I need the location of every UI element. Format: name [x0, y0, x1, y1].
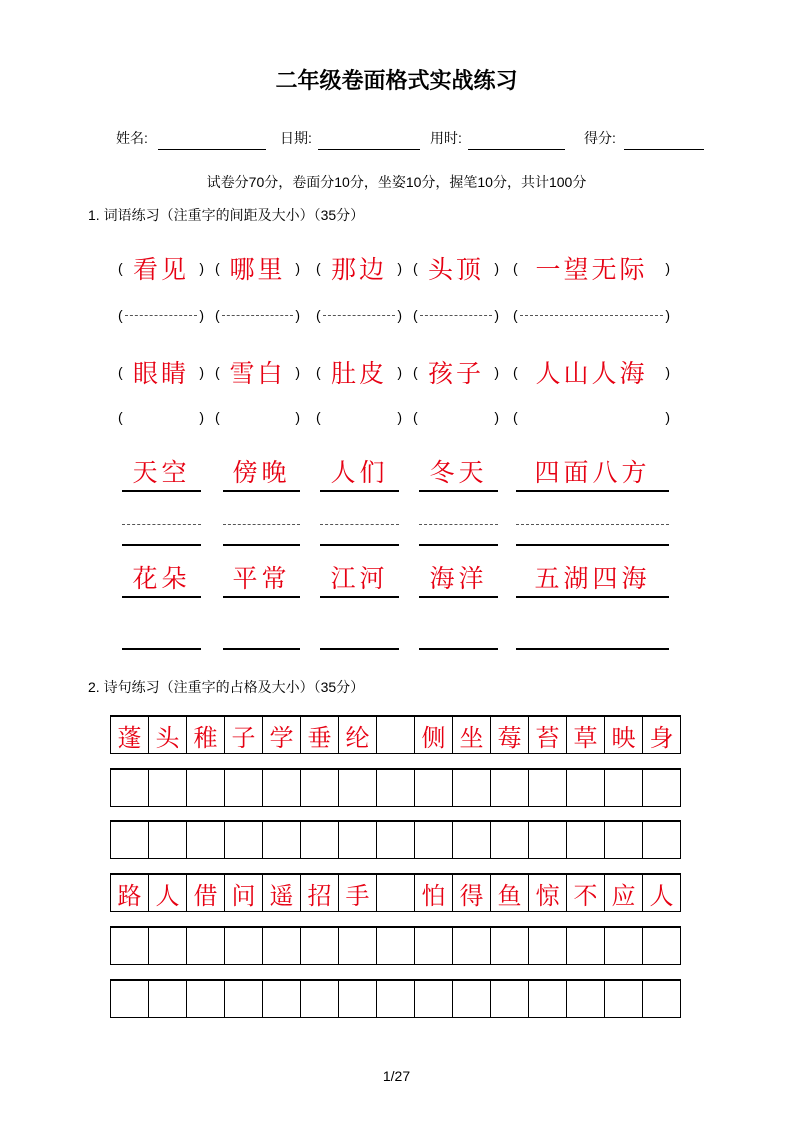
- close-paren: ): [397, 260, 402, 276]
- writing-cell[interactable]: [225, 769, 263, 807]
- paren-word-group: [413, 250, 499, 286]
- paren-word-group: [215, 354, 300, 390]
- answer-line[interactable]: [516, 648, 669, 650]
- poem-char-cell: 怕: [415, 874, 453, 912]
- writing-cell[interactable]: [567, 927, 605, 965]
- underlined-word: 海洋: [419, 562, 498, 598]
- writing-cell[interactable]: [415, 980, 453, 1018]
- answer-paren-blank[interactable]: [215, 402, 300, 432]
- answer-line[interactable]: [223, 648, 300, 650]
- underlined-word: 平常: [223, 562, 300, 598]
- close-paren: ): [295, 307, 300, 323]
- open-paren: (: [215, 409, 220, 425]
- writing-cell[interactable]: [263, 821, 301, 859]
- section2-heading: 2. 诗句练习（注重字的占格及大小）（35分）: [88, 679, 365, 695]
- poem-char-cell: 不: [567, 874, 605, 912]
- writing-cell[interactable]: [301, 980, 339, 1018]
- tianzige-row: [110, 768, 681, 807]
- poem-char-cell: 得: [453, 874, 491, 912]
- poem-char-cell: 人: [643, 874, 681, 912]
- writing-cell[interactable]: [263, 769, 301, 807]
- poem-char-cell: 问: [225, 874, 263, 912]
- close-paren: ): [665, 260, 670, 276]
- poem-char-cell: 人: [149, 874, 187, 912]
- score-breakdown: 试卷分70分，卷面分10分，坐姿10分，握笔10分，共计100分: [206, 174, 587, 190]
- poem-char-cell: 路: [111, 874, 149, 912]
- dashed-guide: [520, 315, 664, 316]
- poem-char-cell: 头: [149, 716, 187, 754]
- poem-char-cell: 鱼: [491, 874, 529, 912]
- close-paren: ): [665, 307, 670, 323]
- writing-cell[interactable]: [605, 821, 643, 859]
- answer-line[interactable]: [122, 648, 201, 650]
- close-paren: ): [397, 409, 402, 425]
- time-label: 用时:: [430, 130, 462, 146]
- open-paren: (: [413, 364, 418, 380]
- writing-cell[interactable]: [491, 769, 529, 807]
- date-field[interactable]: [318, 149, 420, 150]
- writing-cell[interactable]: [301, 769, 339, 807]
- close-paren: ): [295, 364, 300, 380]
- underlined-word: 江河: [320, 562, 399, 598]
- writing-cell[interactable]: [529, 927, 567, 965]
- poem-char-cell: 子: [225, 716, 263, 754]
- writing-cell[interactable]: [453, 769, 491, 807]
- paren-word-group: [215, 250, 300, 286]
- open-paren: (: [316, 307, 321, 323]
- underlined-word: 五湖四海: [516, 562, 669, 598]
- poem-char-cell: [377, 716, 415, 754]
- writing-cell[interactable]: [111, 927, 149, 965]
- paren-word-group: [118, 250, 204, 286]
- dashed-guide-line: [320, 524, 399, 525]
- dashed-guide: [323, 315, 396, 316]
- poem-char-cell: 遥: [263, 874, 301, 912]
- writing-cell[interactable]: [415, 821, 453, 859]
- writing-cell[interactable]: [529, 980, 567, 1018]
- close-paren: ): [665, 409, 670, 425]
- close-paren: ): [397, 307, 402, 323]
- open-paren: (: [118, 307, 123, 323]
- writing-cell[interactable]: [415, 769, 453, 807]
- word-9: 人山人海: [535, 359, 648, 388]
- writing-cell[interactable]: [453, 980, 491, 1018]
- writing-cell[interactable]: [377, 980, 415, 1018]
- word-1: 哪里: [229, 255, 286, 284]
- open-paren: (: [316, 364, 321, 380]
- paren-word-group: [513, 354, 670, 390]
- underlined-word: 冬天: [419, 456, 498, 492]
- open-paren: (: [118, 409, 123, 425]
- writing-cell[interactable]: [605, 980, 643, 1018]
- poem-char-cell: 学: [263, 716, 301, 754]
- dashed-guide-line: [419, 524, 498, 525]
- name-field[interactable]: [158, 149, 266, 150]
- word-5: 眼睛: [132, 359, 189, 388]
- open-paren: (: [215, 364, 220, 380]
- answer-paren-blank[interactable]: [316, 300, 402, 330]
- underlined-word: 天空: [122, 456, 201, 492]
- score-field[interactable]: [624, 149, 704, 150]
- paren-word-group: [316, 354, 402, 390]
- writing-cell[interactable]: [567, 769, 605, 807]
- close-paren: ): [199, 260, 204, 276]
- dashed-guide-line: [122, 524, 201, 525]
- writing-cell[interactable]: [605, 927, 643, 965]
- open-paren: (: [513, 307, 518, 323]
- answer-line[interactable]: [419, 544, 498, 546]
- close-paren: ): [494, 307, 499, 323]
- word-7: 肚皮: [330, 359, 387, 388]
- tianzige-row: [110, 820, 681, 859]
- tianzige-row: [110, 715, 681, 754]
- writing-cell[interactable]: [453, 927, 491, 965]
- paren-word-group: [316, 250, 402, 286]
- writing-cell[interactable]: [491, 927, 529, 965]
- writing-cell[interactable]: [187, 769, 225, 807]
- answer-line[interactable]: [419, 648, 498, 650]
- paren-word-group: [413, 354, 499, 390]
- close-paren: ): [295, 260, 300, 276]
- dashed-guide: [222, 315, 294, 316]
- poem-char-cell: 莓: [491, 716, 529, 754]
- open-paren: (: [316, 260, 321, 276]
- writing-cell[interactable]: [111, 980, 149, 1018]
- word-4: 一望无际: [535, 255, 648, 284]
- underlined-word: 四面八方: [516, 456, 669, 492]
- poem-char-cell: 招: [301, 874, 339, 912]
- page-title: 二年级卷面格式实战练习: [275, 68, 518, 93]
- tianzige-row: [110, 979, 681, 1018]
- writing-cell[interactable]: [149, 821, 187, 859]
- tianzige-row: [110, 926, 681, 965]
- open-paren: (: [316, 409, 321, 425]
- close-paren: ): [494, 364, 499, 380]
- section1-heading: 1. 词语练习（注重字的间距及大小）（35分）: [88, 207, 365, 223]
- underlined-word: 傍晚: [223, 456, 300, 492]
- writing-cell[interactable]: [301, 927, 339, 965]
- poem-char-cell: 坐: [453, 716, 491, 754]
- writing-cell[interactable]: [225, 980, 263, 1018]
- close-paren: ): [199, 364, 204, 380]
- close-paren: ): [295, 409, 300, 425]
- close-paren: ): [494, 409, 499, 425]
- open-paren: (: [513, 364, 518, 380]
- writing-cell[interactable]: [339, 821, 377, 859]
- writing-cell[interactable]: [111, 769, 149, 807]
- close-paren: ): [199, 409, 204, 425]
- writing-cell[interactable]: [377, 769, 415, 807]
- writing-cell[interactable]: [149, 927, 187, 965]
- writing-cell[interactable]: [491, 980, 529, 1018]
- open-paren: (: [215, 307, 220, 323]
- poem-char-cell: 垂: [301, 716, 339, 754]
- writing-cell[interactable]: [149, 980, 187, 1018]
- writing-cell[interactable]: [643, 927, 681, 965]
- poem-char-cell: 应: [605, 874, 643, 912]
- answer-paren-blank[interactable]: [118, 402, 204, 432]
- page-number: 1/27: [382, 1068, 411, 1084]
- word-3: 头顶: [427, 255, 484, 284]
- answer-line[interactable]: [223, 544, 300, 546]
- open-paren: (: [513, 409, 518, 425]
- writing-cell[interactable]: [377, 821, 415, 859]
- close-paren: ): [199, 307, 204, 323]
- poem-char-cell: 蓬: [111, 716, 149, 754]
- open-paren: (: [513, 260, 518, 276]
- writing-cell[interactable]: [225, 927, 263, 965]
- writing-cell[interactable]: [263, 980, 301, 1018]
- dashed-guide: [420, 315, 493, 316]
- writing-cell[interactable]: [605, 769, 643, 807]
- open-paren: (: [215, 260, 220, 276]
- answer-paren-blank[interactable]: [513, 300, 670, 330]
- dashed-guide-line: [223, 524, 300, 525]
- close-paren: ): [665, 364, 670, 380]
- answer-line[interactable]: [320, 648, 399, 650]
- writing-cell[interactable]: [491, 821, 529, 859]
- word-2: 那边: [330, 255, 387, 284]
- open-paren: (: [118, 364, 123, 380]
- answer-paren-blank[interactable]: [316, 402, 402, 432]
- writing-cell[interactable]: [339, 927, 377, 965]
- word-8: 孩子: [427, 359, 484, 388]
- answer-paren-blank[interactable]: [215, 300, 300, 330]
- writing-cell[interactable]: [301, 821, 339, 859]
- word-6: 雪白: [229, 359, 286, 388]
- writing-cell[interactable]: [263, 927, 301, 965]
- dashed-guide: [125, 315, 198, 316]
- writing-cell[interactable]: [643, 980, 681, 1018]
- poem-char-cell: 侧: [415, 716, 453, 754]
- poem-char-cell: 草: [567, 716, 605, 754]
- writing-cell[interactable]: [339, 980, 377, 1018]
- writing-cell[interactable]: [453, 821, 491, 859]
- writing-cell[interactable]: [643, 769, 681, 807]
- answer-paren-blank[interactable]: [413, 300, 499, 330]
- underlined-word: 花朵: [122, 562, 201, 598]
- date-label: 日期:: [280, 130, 312, 146]
- dashed-guide-line: [516, 524, 669, 525]
- paren-word-group: [513, 250, 670, 286]
- writing-cell[interactable]: [529, 769, 567, 807]
- writing-cell[interactable]: [111, 821, 149, 859]
- writing-cell[interactable]: [149, 769, 187, 807]
- open-paren: (: [118, 260, 123, 276]
- tianzige-row: [110, 873, 681, 912]
- poem-char-cell: 纶: [339, 716, 377, 754]
- open-paren: (: [413, 260, 418, 276]
- writing-cell[interactable]: [567, 980, 605, 1018]
- writing-cell[interactable]: [187, 821, 225, 859]
- answer-paren-blank[interactable]: [513, 402, 670, 432]
- writing-cell[interactable]: [339, 769, 377, 807]
- answer-paren-blank[interactable]: [413, 402, 499, 432]
- poem-char-cell: 身: [643, 716, 681, 754]
- poem-char-cell: 借: [187, 874, 225, 912]
- paren-word-group: [118, 354, 204, 390]
- open-paren: (: [413, 307, 418, 323]
- word-0: 看见: [132, 255, 189, 284]
- writing-cell[interactable]: [415, 927, 453, 965]
- underlined-word: 人们: [320, 456, 399, 492]
- poem-char-cell: 惊: [529, 874, 567, 912]
- score-label: 得分:: [584, 130, 616, 146]
- answer-line[interactable]: [122, 544, 201, 546]
- open-paren: (: [413, 409, 418, 425]
- writing-cell[interactable]: [567, 821, 605, 859]
- close-paren: ): [494, 260, 499, 276]
- writing-cell[interactable]: [225, 821, 263, 859]
- answer-paren-blank[interactable]: [118, 300, 204, 330]
- writing-cell[interactable]: [643, 821, 681, 859]
- poem-char-cell: 映: [605, 716, 643, 754]
- poem-char-cell: 稚: [187, 716, 225, 754]
- answer-line[interactable]: [516, 544, 669, 546]
- time-field[interactable]: [468, 149, 565, 150]
- poem-char-cell: [377, 874, 415, 912]
- writing-cell[interactable]: [377, 927, 415, 965]
- writing-cell[interactable]: [187, 927, 225, 965]
- writing-cell[interactable]: [529, 821, 567, 859]
- name-label: 姓名:: [116, 130, 148, 146]
- writing-cell[interactable]: [187, 980, 225, 1018]
- poem-char-cell: 苔: [529, 716, 567, 754]
- close-paren: ): [397, 364, 402, 380]
- poem-char-cell: 手: [339, 874, 377, 912]
- answer-line[interactable]: [320, 544, 399, 546]
